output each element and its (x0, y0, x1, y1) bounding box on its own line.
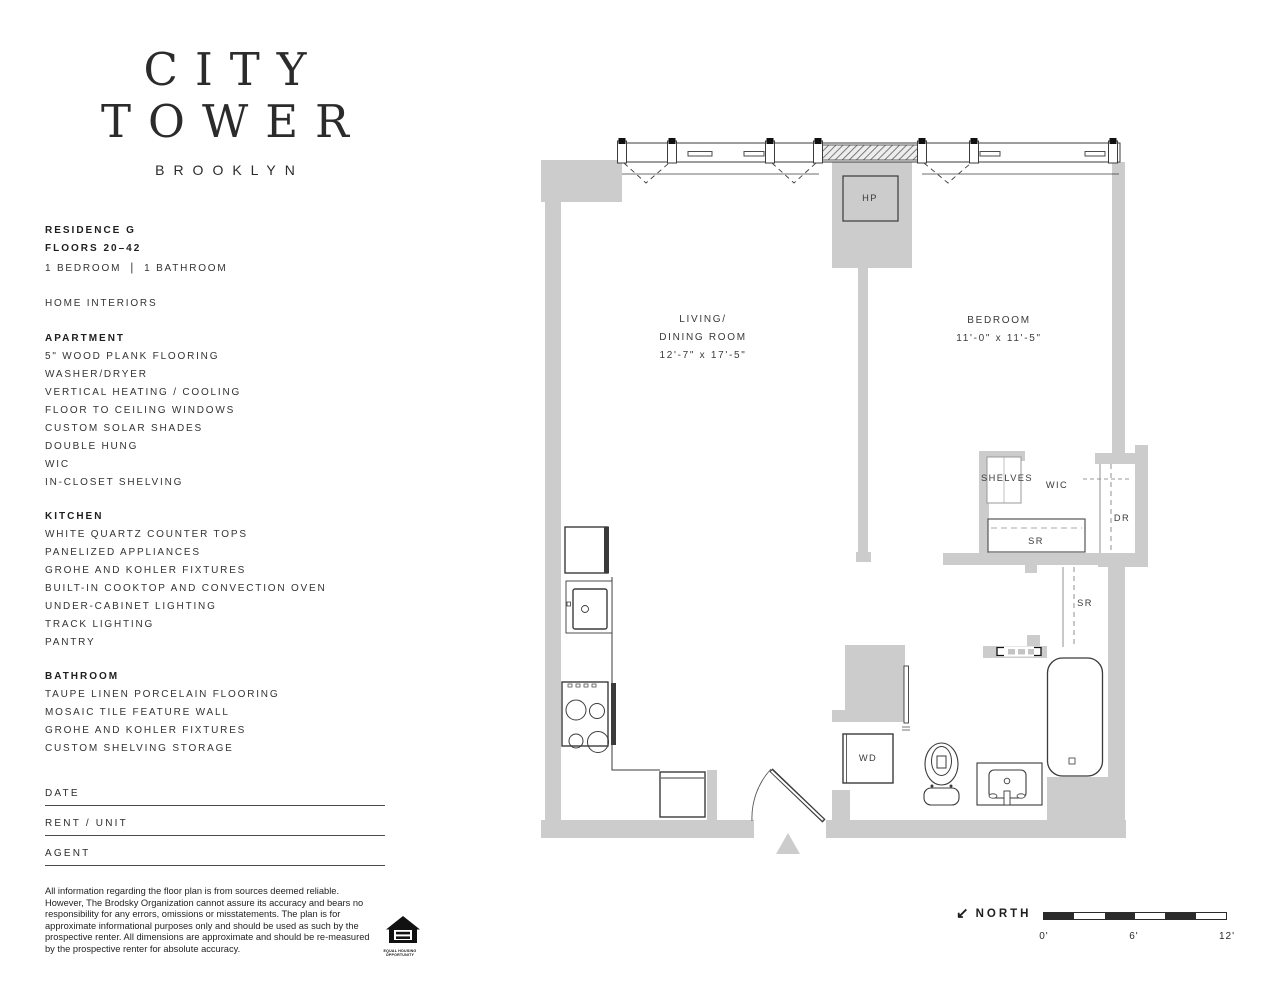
feature-item: TAUPE LINEN PORCELAIN FLOORING (45, 689, 280, 700)
toilet (924, 743, 959, 805)
bathtub (1048, 658, 1103, 776)
lower-cabinet (660, 772, 705, 817)
brand-name-line2: TOWER (101, 95, 366, 148)
feature-item: WIC (45, 459, 70, 470)
bedroom-count: 1 BEDROOM (45, 263, 122, 274)
feature-item: PANELIZED APPLIANCES (45, 547, 201, 558)
equal-housing-text-line1: EQUAL HOUSING (383, 949, 417, 953)
residence-info (45, 222, 228, 278)
north-label: NORTH (975, 907, 1032, 920)
north-indicator (956, 906, 1031, 921)
living-room-name-line1: LIVING/ (679, 314, 727, 325)
entry-door (752, 769, 824, 854)
hp-label: HP (862, 193, 878, 203)
apartment-section (45, 330, 241, 492)
wd-label: WD (858, 753, 878, 763)
scale-bar (1043, 912, 1227, 920)
wic-label: WIC (1045, 480, 1069, 490)
brand-name-line1: CITY (143, 43, 324, 96)
home-interiors-heading: HOME INTERIORS (45, 298, 158, 309)
feature-item: GROHE AND KOHLER FIXTURES (45, 565, 247, 576)
refrigerator (565, 527, 608, 573)
feature-item: 5" WOOD PLANK FLOORING (45, 351, 220, 362)
pocket-door (997, 647, 1041, 657)
dr-label: DR (1113, 513, 1131, 523)
disclaimer-text: All information regarding the floor plan is from sources deemed reliable. However, The Brodsky Organization cannot assure its accuracy and bears no responsibility for any errors, omissions or misstatements. The plan is for approximate informational purposes only and should be used as such by the prospective renter. All dimensions are approximate and should be re-measured by the prospective renter for absolute accuracy. (45, 886, 370, 954)
bathroom-section (45, 668, 279, 758)
kitchen-section (45, 508, 327, 652)
residence-bed-bath (45, 258, 228, 278)
dresser-closet-lines (1083, 464, 1130, 553)
date-field (45, 788, 385, 806)
bed-bath-divider: | (130, 260, 136, 274)
vanity-sink (977, 763, 1042, 805)
sr-closet-label: SR (1028, 536, 1044, 546)
residence-title: RESIDENCE G (45, 225, 136, 236)
feature-item: IN-CLOSET SHELVING (45, 477, 184, 488)
bedroom-label (899, 312, 1099, 348)
counter-edge (612, 577, 660, 770)
residence-floors: FLOORS 20–42 (45, 243, 142, 254)
kitchen-sink (566, 581, 612, 633)
feature-item: WASHER/DRYER (45, 369, 148, 380)
apartment-section-title: APARTMENT (45, 333, 126, 344)
feature-item: TRACK LIGHTING (45, 619, 155, 630)
feature-item: VERTICAL HEATING / COOLING (45, 387, 242, 398)
louver-hatch (820, 145, 922, 160)
cooktop (562, 682, 616, 753)
equal-housing-house-icon (386, 916, 420, 944)
scale-tick-12: 12' (1218, 931, 1236, 942)
window-swing-dashes (624, 163, 971, 183)
scale-tick-0: 0' (1039, 931, 1049, 942)
feature-item: CUSTOM SHELVING STORAGE (45, 743, 234, 754)
scale-tick-6: 6' (1129, 931, 1139, 942)
rent-unit-field (45, 818, 385, 836)
floorplan-drawing (518, 130, 1158, 870)
shelves-label: SHELVES (981, 473, 1033, 483)
agent-field (45, 848, 385, 866)
north-arrow-icon: ↙ (956, 905, 969, 922)
living-room-dimensions: 12'-7" x 17'-5" (659, 350, 747, 361)
feature-item: GROHE AND KOHLER FIXTURES (45, 725, 247, 736)
agent-label: AGENT (45, 848, 91, 859)
feature-item: DOUBLE HUNG (45, 441, 139, 452)
feature-item: BUILT-IN COOKTOP AND CONVECTION OVEN (45, 583, 327, 594)
feature-item: UNDER-CABINET LIGHTING (45, 601, 217, 612)
rent-unit-label: RENT / UNIT (45, 818, 128, 829)
bathroom-section-title: BATHROOM (45, 671, 120, 682)
feature-item: WHITE QUARTZ COUNTER TOPS (45, 529, 248, 540)
entry-marker-triangle (776, 833, 800, 854)
bedroom-name: BEDROOM (967, 315, 1031, 326)
equal-housing-text-line2: OPPORTUNITY (385, 953, 415, 958)
bathroom-count: 1 BATHROOM (144, 263, 228, 274)
bedroom-dimensions: 11'-0" x 11'-5" (956, 333, 1042, 344)
kitchen-section-title: KITCHEN (45, 511, 104, 522)
living-room-name-line2: DINING ROOM (659, 332, 747, 343)
kitchen-fixtures (562, 527, 705, 817)
feature-item: FLOOR TO CEILING WINDOWS (45, 405, 236, 416)
brand-location: BROOKLYN (155, 162, 304, 178)
living-room-label (603, 311, 803, 365)
equal-housing-logo (383, 916, 423, 957)
brand-header (45, 44, 405, 178)
date-label: DATE (45, 788, 80, 799)
feature-item: CUSTOM SOLAR SHADES (45, 423, 203, 434)
feature-item: PANTRY (45, 637, 96, 648)
feature-item: MOSAIC TILE FEATURE WALL (45, 707, 230, 718)
sr-hall-label: SR (1077, 598, 1093, 608)
